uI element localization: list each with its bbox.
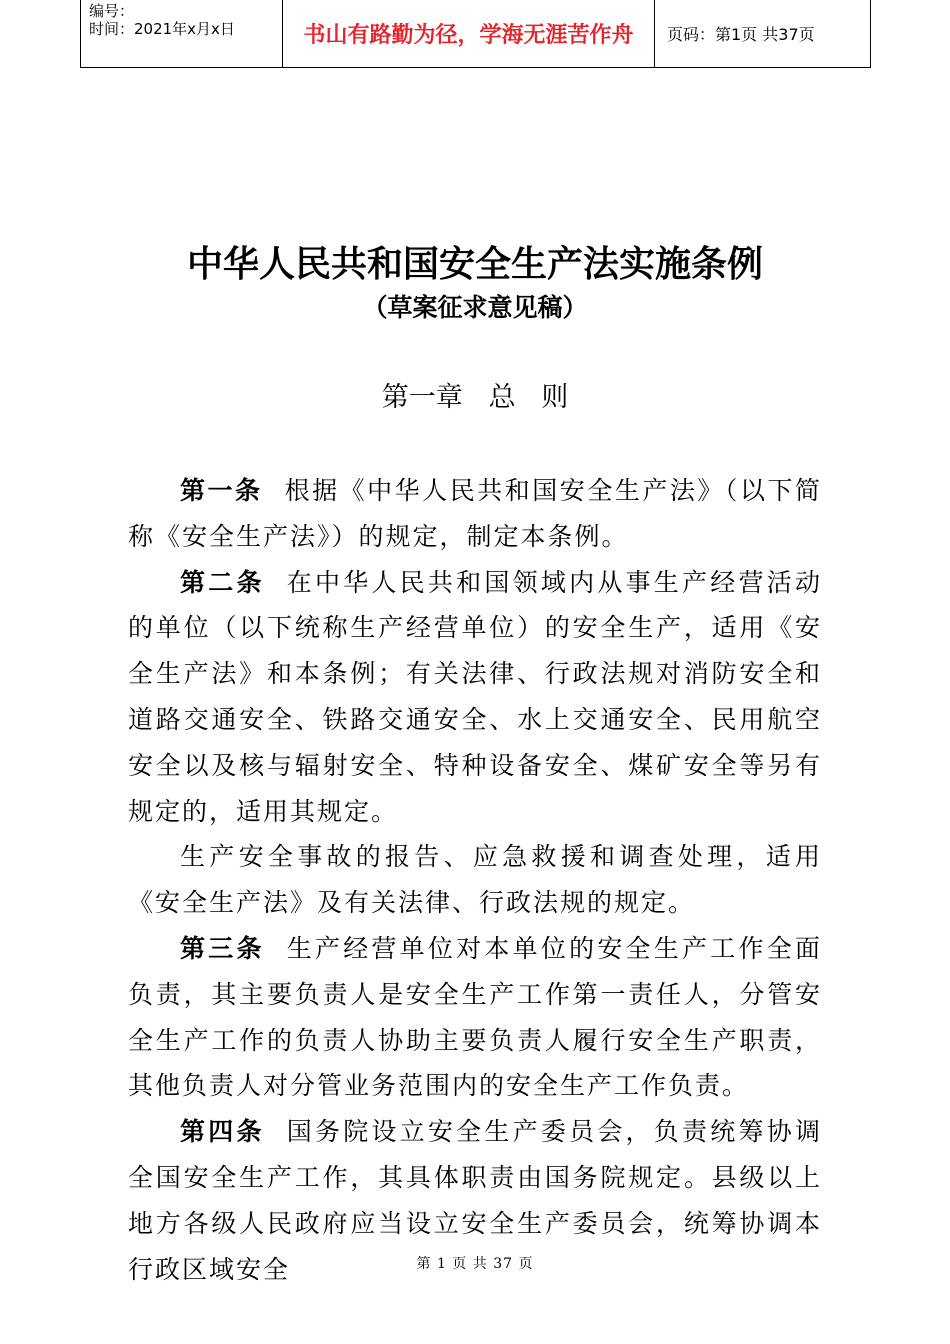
chapter-heading: 第一章 总 则 <box>381 382 569 413</box>
number-label: 编号： <box>89 2 135 20</box>
paragraph-text: 在中华人民共和国领域内从事生产经营活动的单位（以下统称生产经营单位）的安全生产，适用《安全生产法》和本条例；有关法律、行政法规对消防安全和道路交通安全、铁路交通安全、水上交通安全、民用航空安全以及核与辐射安全、特种设备安全、煤矿安全等另有规定的，适用其规定。 <box>128 567 822 826</box>
page-header <box>80 0 871 68</box>
page-footer: 第 1 页 共 37 页 <box>416 1256 534 1272</box>
article-number: 第一条 <box>180 476 263 505</box>
paragraph <box>128 834 822 926</box>
paragraph-text: 生产安全事故的报告、应急救援和调查处理，适用《安全生产法》及有关法律、行政法规的规定。 <box>128 842 822 918</box>
paragraph-text: 生产经营单位对本单位的安全生产工作全面负责，其主要负责人是安全生产工作第一责任人，分管安全生产工作的负责人协助主要负责人履行安全生产职责，其他负责人对分管业务范围内的安全生产工作负责。 <box>128 933 822 1101</box>
document-body <box>128 468 822 1292</box>
header-motto: 书山有路勤为径，学海无涯苦作舟 <box>283 0 655 67</box>
paragraph-text: 根据《中华人民共和国安全生产法》（以下简称《安全生产法》）的规定，制定本条例。 <box>128 476 822 551</box>
time-label: 时间：2021年x月x日 <box>89 20 235 38</box>
paragraph <box>128 560 822 835</box>
document-subtitle: （草案征求意见稿） <box>362 293 588 322</box>
article-number: 第二条 <box>180 567 265 597</box>
article-number: 第三条 <box>180 933 265 963</box>
article-number: 第四条 <box>180 1117 265 1147</box>
document-title: 中华人民共和国安全生产法实施条例 <box>186 243 763 285</box>
header-page-info: 页码：第1页 共37页 <box>667 25 815 44</box>
paragraph <box>128 926 822 1109</box>
header-meta <box>81 0 283 67</box>
paragraph-text: 国务院设立安全生产委员会，负责统筹协调全国安全生产工作，其具体职责由国务院规定。县级以上地方各级人民政府应当设立安全生产委员会，统筹协调本行政区域安全 <box>128 1117 822 1284</box>
paragraph <box>128 468 822 560</box>
